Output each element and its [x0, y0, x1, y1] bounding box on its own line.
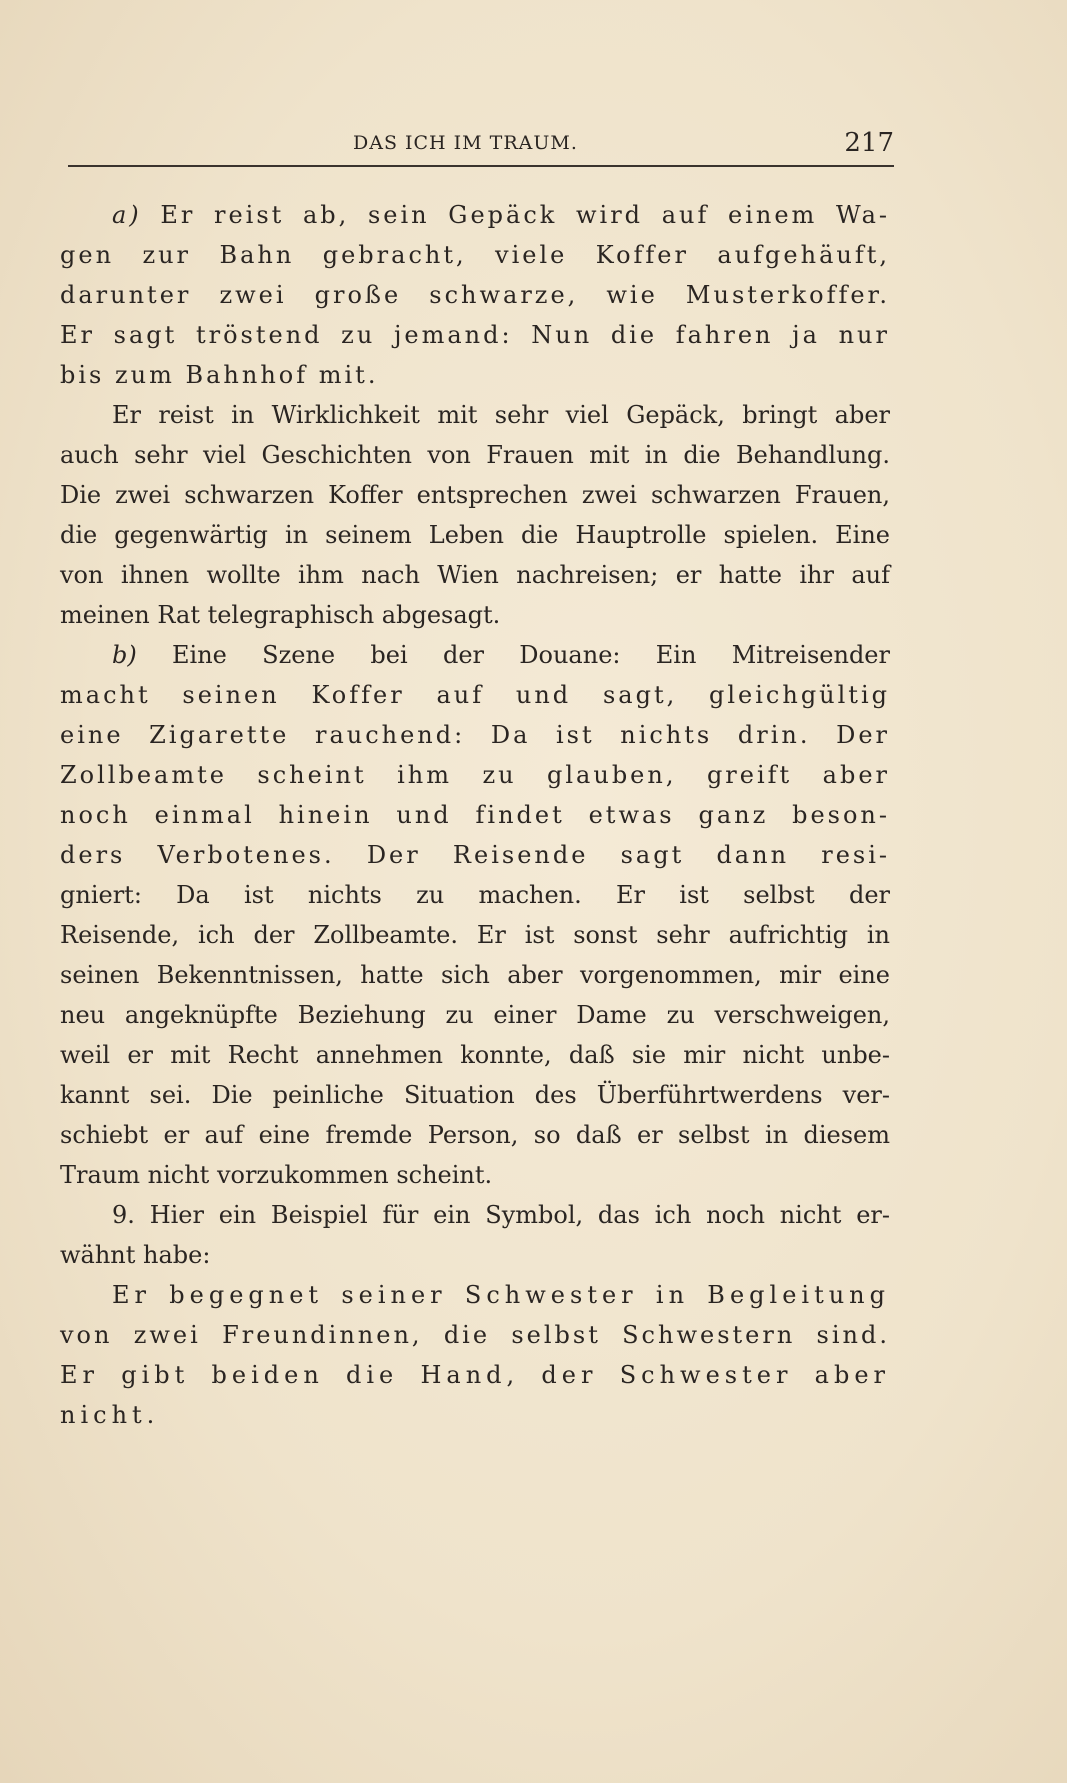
- text-line: meinen Rat telegraphisch abgesagt.: [60, 601, 501, 629]
- text-line: Er gibt beiden die Hand, der Schwester aber: [60, 1361, 890, 1389]
- text-line: a) Er reist ab, sein Gepäck wird auf einem Wa-: [112, 201, 890, 229]
- item-label-b: b): [112, 641, 137, 669]
- text-line: Er begegnet seiner Schwester in Begleitung: [112, 1281, 890, 1309]
- text-line: b) Eine Szene bei der Douane: Ein Mitreisender: [112, 641, 890, 669]
- text-line: eine Zigarette rauchend: Da ist nichts drin. Der: [60, 721, 890, 749]
- text-line: Er sagt tröstend zu jemand: Nun die fahren ja nur: [60, 321, 890, 349]
- item-label-a: a): [112, 201, 142, 229]
- running-title: DAS ICH IM TRAUM.: [353, 132, 578, 154]
- text-line: von zwei Freundinnen, die selbst Schwestern sind.: [60, 1321, 890, 1349]
- text-line: Zollbeamte scheint ihm zu glauben, greift aber: [60, 761, 890, 789]
- header-rule: [68, 165, 894, 167]
- text-line: kannt sei. Die peinliche Situation des Überführtwerdens ver-: [60, 1081, 890, 1109]
- body-text: [60, 195, 890, 1435]
- text-line: gen zur Bahn gebracht, viele Koffer aufgehäuft,: [60, 241, 890, 269]
- text-line: bis zum Bahnhof mit.: [60, 361, 379, 389]
- text-line: 9. Hier ein Beispiel für ein Symbol, das ich noch nicht er-: [112, 1201, 890, 1229]
- page-header: [68, 122, 894, 162]
- text-line: von ihnen wollte ihm nach Wien nachreisen; er hatte ihr auf: [60, 561, 890, 589]
- text-line: Reisende, ich der Zollbeamte. Er ist sonst sehr aufrichtig in: [60, 921, 890, 949]
- text-line: Er reist in Wirklichkeit mit sehr viel Gepäck, bringt aber: [112, 401, 890, 429]
- text-line: Traum nicht vorzukommen scheint.: [60, 1161, 493, 1189]
- text-line: nicht.: [60, 1401, 160, 1429]
- page-number: 217: [844, 128, 894, 158]
- text-line: ders Verbotenes. Der Reisende sagt dann resi-: [60, 841, 890, 869]
- text-line: Die zwei schwarzen Koffer entsprechen zwei schwarzen Frauen,: [60, 481, 890, 509]
- text-line: die gegenwärtig in seinem Leben die Hauptrolle spielen. Eine: [60, 521, 890, 549]
- text-line: darunter zwei große schwarze, wie Musterkoffer.: [60, 281, 890, 309]
- text-line: auch sehr viel Geschichten von Frauen mit in die Behandlung.: [60, 441, 890, 469]
- text-line: wähnt habe:: [60, 1241, 211, 1269]
- text-line: gniert: Da ist nichts zu machen. Er ist selbst der: [60, 881, 890, 909]
- text-line: weil er mit Recht annehmen konnte, daß sie mir nicht unbe-: [60, 1041, 890, 1069]
- text-line: noch einmal hinein und findet etwas ganz beson-: [60, 801, 890, 829]
- text-line: neu angeknüpfte Beziehung zu einer Dame zu verschweigen,: [60, 1001, 890, 1029]
- text-line: seinen Bekenntnissen, hatte sich aber vorgenommen, mir eine: [60, 961, 890, 989]
- text-line: macht seinen Koffer auf und sagt, gleichgültig: [60, 681, 890, 709]
- text-line: schiebt er auf eine fremde Person, so daß er selbst in diesem: [60, 1121, 890, 1149]
